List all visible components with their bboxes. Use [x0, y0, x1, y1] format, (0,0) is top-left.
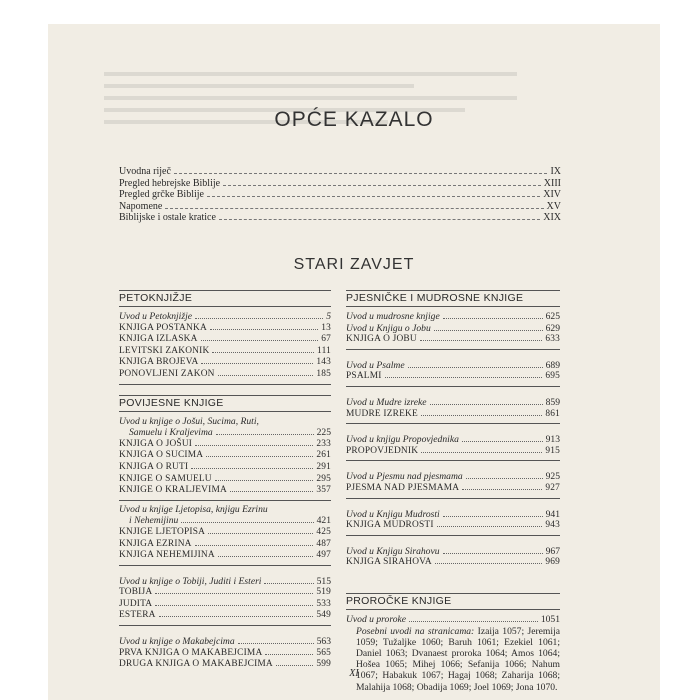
toc-entry: MUDRE IZREKE 861: [346, 408, 560, 419]
toc-entry: Uvod u Knjigu Sirahovu 967: [346, 545, 560, 557]
toc-entry: Biblijske i ostale kratice XIX: [119, 212, 561, 224]
toc-entry: Napomene XV: [119, 200, 561, 212]
section-heading: PROROČKE KNJIGE: [346, 593, 560, 610]
toc-entry: KNJIGA EZRINA 487: [119, 538, 331, 549]
toc-entry: KNJIGA IZLASKA 67: [119, 334, 331, 345]
section-heading: POVIJESNE KNJIGE: [119, 395, 331, 412]
section-group: [119, 311, 331, 385]
toc-entry: KNJIGE LJETOPISA 425: [119, 526, 331, 537]
toc-entry: KNJIGE O KRALJEVIMA 357: [119, 485, 331, 496]
special-intros-paragraph: Posebni uvodi na stranicama: Izaija 1057; Jeremija 1059; Tužaljke 1060; Baruh 1061; Ezekiel 1061; Daniel 1063; Dvanaest proroka 1064; Amos 1064; Hošea 1065; Mihej 1066; Sefanija 1066; Nahum 1067; Habakuk 1067; Hagaj 1068; Zaharija 1068; Malahija 1068; Obadija 1069; Joel 1069; Jona 1070.: [356, 625, 560, 693]
section-heading: PJESNIČKE I MUDROSNE KNJIGE: [346, 290, 560, 307]
section-heading: PETOKNJIŽJE: [119, 290, 331, 307]
toc-entry: Uvod u knjigu Propovjednika 913: [346, 434, 560, 446]
toc-entry: KNJIGA BROJEVA 143: [119, 357, 331, 368]
section-group: [346, 509, 560, 536]
toc-entry: PRVA KNJIGA O MAKABEJCIMA 565: [119, 647, 331, 658]
toc-entry: PONOVLJENI ZAKON 185: [119, 368, 331, 379]
toc-entry: Uvod u Petoknjižje 5: [119, 311, 331, 322]
book-page: [48, 24, 660, 700]
page-number: XI: [349, 668, 359, 679]
section-group: [346, 471, 560, 498]
toc-entry: KNJIGE O SAMUELU 295: [119, 473, 331, 484]
toc-entry: Uvod u Mudre izreke 859: [346, 396, 560, 408]
toc-entry: Uvodna riječ IX: [119, 166, 561, 177]
toc-entry: KNJIGA O JOBU 633: [346, 334, 560, 345]
toc-entry: Uvod u Psalme 689: [346, 359, 560, 371]
toc-entry: KNJIGA SIRAHOVA 969: [346, 557, 560, 568]
toc-entry: Uvod u Knjigu o Jobu 629: [346, 322, 560, 334]
toc-entry: Uvod u Knjigu Mudrosti 941: [346, 508, 560, 520]
toc-entry: Uvod u mudrosne knjige 625: [346, 311, 560, 322]
toc-entry: Uvod u knjige o Tobiji, Juditi i Esteri 515: [119, 575, 331, 587]
section-group: [119, 504, 331, 566]
toc-entry: PROPOVJEDNIK 915: [346, 445, 560, 456]
intro-list: [119, 166, 561, 224]
toc-entry: ESTERA 549: [119, 610, 331, 621]
toc-entry: Pregled hebrejske Biblije XIII: [119, 177, 561, 189]
toc-entry: Pregled grčke Biblije XIV: [119, 189, 561, 201]
toc-entry: PSALMI 695: [346, 371, 560, 382]
section-group: [346, 397, 560, 424]
page-title: OPĆE KAZALO: [274, 108, 434, 131]
toc-entry: KNJIGA O RUTI 291: [119, 461, 331, 472]
toc-entry: JUDITA 533: [119, 598, 331, 609]
section-group: [346, 311, 560, 350]
toc-entry: KNJIGA O JOŠUI 233: [119, 438, 331, 449]
toc-entry: Uvod u proroke 1051: [346, 613, 560, 625]
section-group: [119, 576, 331, 626]
toc-entry: LEVITSKI ZAKONIK 111: [119, 345, 331, 356]
section-group: [119, 416, 331, 501]
section-group: [346, 546, 560, 572]
testament-heading: STARI ZAVJET: [293, 256, 415, 273]
toc-entry: KNJIGA NEHEMIJINA 497: [119, 550, 331, 561]
section-group: [346, 360, 560, 387]
left-column: [119, 290, 331, 677]
toc-entry: DRUGA KNJIGA O MAKABEJCIMA 599: [119, 659, 331, 670]
toc-entry: TOBIJA 519: [119, 587, 331, 598]
toc-entry-intro: Uvod u knjige o Jošui, Sucima, Ruti, Samuelu i Kraljevima 225: [119, 415, 331, 439]
toc-entry: PJESMA NAD PJESMAMA 927: [346, 482, 560, 493]
toc-entry: Uvod u Pjesmu nad pjesmama 925: [346, 471, 560, 483]
toc-entry: KNJIGA O SUCIMA 261: [119, 450, 331, 461]
toc-entry: Uvod u knjige o Makabejcima 563: [119, 636, 331, 648]
toc-entry: KNJIGA POSTANKA 13: [119, 322, 331, 333]
toc-entry-intro: Uvod u knjige Ljetopisa, knjigu Ezrinu i Nehemijinu 421: [119, 503, 331, 527]
toc-entry: KNJIGA MUDROSTI 943: [346, 520, 560, 531]
section-group: [346, 434, 560, 461]
right-column: [346, 290, 560, 693]
